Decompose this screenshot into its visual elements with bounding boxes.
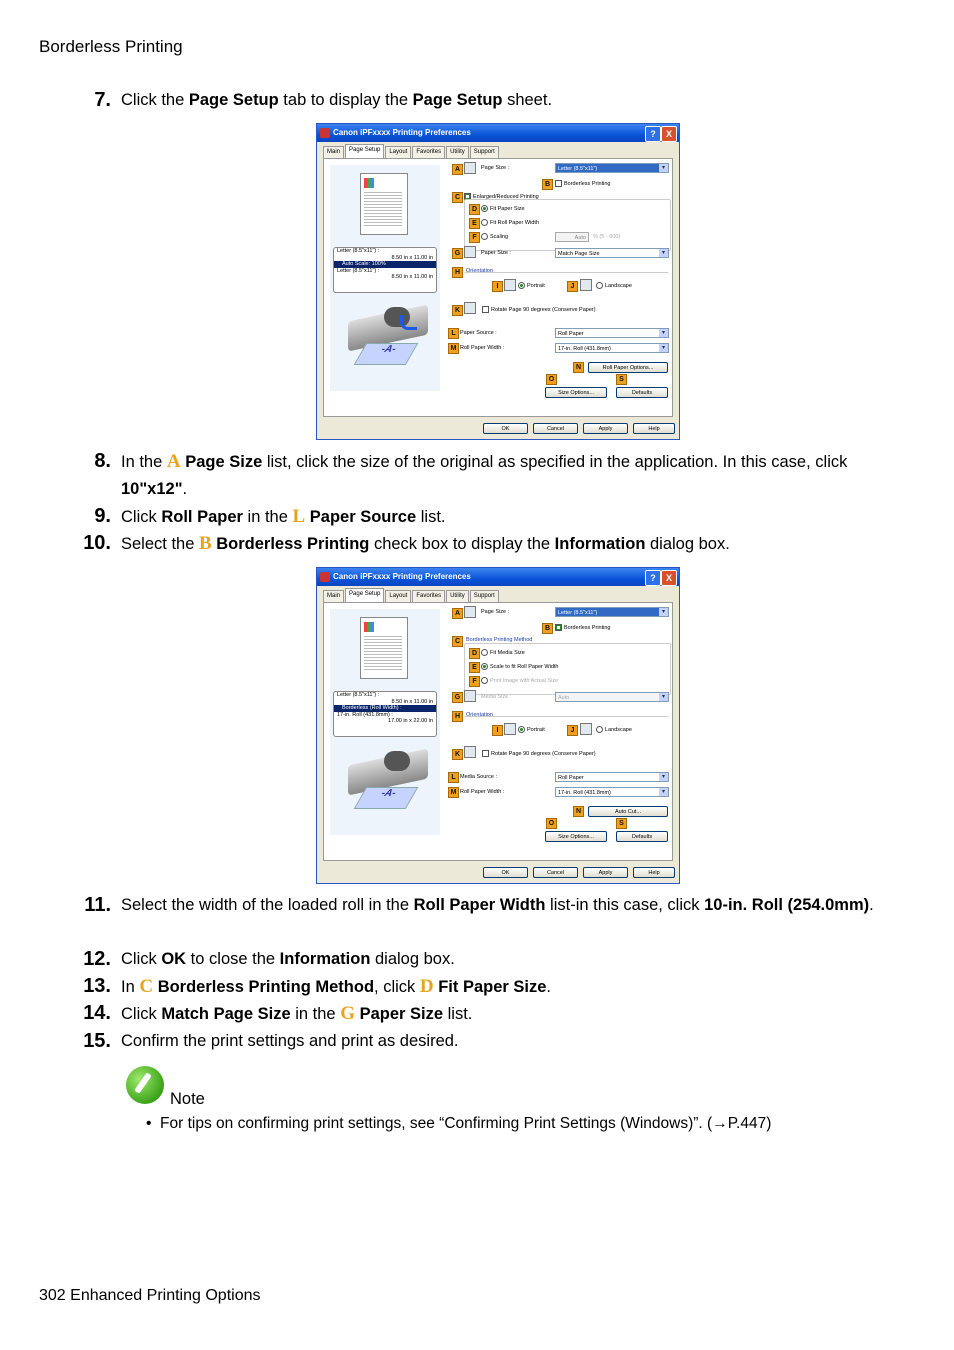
summary-text: Letter (8.5"x11") : [337, 248, 380, 254]
help-button[interactable]: Help [633, 867, 675, 878]
orientation-label: Orientation [466, 712, 493, 718]
label-f: F [469, 232, 480, 243]
label-g: G [452, 692, 463, 703]
label-k: K [452, 305, 463, 316]
text: tab to display the [278, 91, 413, 109]
text: Select the [121, 535, 199, 553]
auto-cut-button[interactable]: Auto Cut... [588, 806, 668, 817]
label-m: M [448, 787, 459, 798]
fit-roll-label: Fit Roll Paper Width [490, 220, 539, 226]
borderless-checkbox[interactable] [555, 180, 610, 188]
page-size-icon [464, 162, 476, 174]
bold-term: Paper Source [309, 508, 417, 526]
step-number: 9. [94, 505, 111, 527]
rotate-checkbox[interactable] [482, 750, 596, 758]
ok-button[interactable]: OK [483, 867, 528, 878]
orientation-label: Orientation [466, 268, 493, 274]
tab-utility[interactable]: Utility [446, 590, 469, 602]
cancel-button[interactable]: Cancel [533, 867, 578, 878]
text: In [121, 978, 140, 996]
note-text: For tips on confirming print settings, see “Confirming Print Settings (Windows)”. (→P.447) [160, 1115, 772, 1132]
step-14 [80, 1000, 880, 1028]
page-setup-panel [323, 602, 673, 861]
step-12 [80, 946, 880, 973]
text: dialog box. [645, 535, 730, 553]
dialog-title: Canon iPFxxxx Printing Preferences [333, 572, 471, 581]
bold-term: Page Size [185, 453, 263, 471]
rotate-checkbox[interactable] [482, 306, 596, 314]
scaling-radio[interactable] [481, 233, 508, 241]
label-o: O [546, 818, 557, 829]
text: list. [416, 508, 446, 526]
text: check box to display the [369, 535, 555, 553]
text: list. [443, 1005, 473, 1023]
label-j: J [567, 725, 578, 736]
label-e: E [469, 662, 480, 673]
label-s: S [616, 374, 627, 385]
page-size-label: Page Size : [481, 165, 510, 171]
rotate-label: Rotate Page 90 degrees (Conserve Paper) [491, 751, 596, 757]
tab-favorites[interactable]: Favorites [412, 146, 445, 158]
tab-layout[interactable]: Layout [385, 590, 411, 602]
tab-main[interactable]: Main [323, 590, 344, 602]
step-number: 15. [83, 1030, 111, 1052]
tab-favorites[interactable]: Favorites [412, 590, 445, 602]
borderless-label: Borderless Printing [564, 625, 611, 631]
label-i: I [492, 725, 503, 736]
rotate-icon [464, 746, 476, 758]
paper-size-label: Paper Size : [481, 250, 511, 256]
label-h: H [452, 711, 463, 722]
label-i: I [492, 281, 503, 292]
label-a: A [452, 164, 463, 175]
bold-term: Roll Paper Width [413, 896, 546, 914]
text: , click [374, 978, 420, 996]
label-n: N [573, 362, 584, 373]
portrait-icon [504, 723, 516, 735]
step-number: 8. [94, 450, 111, 472]
landscape-label: Landscape [605, 727, 632, 733]
landscape-radio[interactable] [596, 282, 632, 290]
callout-letter: L [292, 506, 306, 527]
paper-size-icon [464, 246, 476, 258]
bold-term: 10"x12" [121, 480, 183, 498]
preview-area [330, 165, 440, 391]
printer-icon [320, 128, 330, 138]
output-sheet: -A- [354, 343, 419, 365]
step-15 [80, 1028, 880, 1055]
actual-size-radio[interactable] [481, 677, 558, 685]
label-m: M [448, 343, 459, 354]
title-bar [317, 124, 679, 142]
dialog-title: Canon iPFxxxx Printing Preferences [333, 128, 471, 137]
bold-term: Page Setup [412, 91, 503, 109]
label-n: N [573, 806, 584, 817]
bold-term: Match Page Size [161, 1005, 291, 1023]
label-f: F [469, 676, 480, 687]
running-header: Borderless Printing [39, 37, 183, 56]
page-setup-panel [323, 158, 673, 417]
step-number: 13. [83, 975, 111, 997]
fit-roll-radio[interactable] [481, 219, 539, 227]
roll-width-label: Roll Paper Width : [460, 345, 505, 351]
printer-icon [320, 572, 330, 582]
title-bar [317, 568, 679, 586]
tab-bar [323, 146, 500, 158]
portrait-radio[interactable] [518, 726, 545, 734]
defaults-button[interactable]: Defaults [616, 387, 668, 398]
text: list, click the size of the original as specified in the application. In this case, click [262, 453, 848, 471]
fit-paper-label: Fit Paper Size [490, 206, 525, 212]
fit-media-label: Fit Media Size [490, 650, 525, 656]
media-size-select[interactable]: Auto ▾ [555, 692, 669, 702]
bold-term: Roll Paper [161, 508, 243, 526]
summary-text: 8.50 in x 11.00 in [391, 254, 433, 261]
bold-term: Paper Size [359, 1005, 444, 1023]
scaling-label: Scaling [490, 234, 509, 240]
bold-term: 10-in. Roll (254.0mm) [704, 896, 870, 914]
paper-size-select[interactable]: Match Page Size ▾ [555, 248, 669, 258]
label-e: E [469, 218, 480, 229]
tab-layout[interactable]: Layout [385, 146, 411, 158]
page-size-select[interactable]: Letter (8.5"x11") ▾ [555, 607, 669, 617]
callout-letter: A [166, 451, 181, 472]
callout-letter: D [419, 976, 434, 997]
bold-term: Borderless Printing Method [157, 978, 375, 996]
actual-size-label: Print Image with Actual Size [490, 678, 559, 684]
close-button[interactable]: X [661, 570, 677, 586]
tab-support[interactable]: Support [470, 146, 499, 158]
callout-letter: B [198, 533, 212, 554]
step-number: 7. [94, 89, 111, 111]
fit-paper-radio[interactable] [481, 205, 525, 213]
text: sheet. [502, 91, 553, 109]
portrait-label: Portrait [527, 727, 545, 733]
label-c: C [452, 192, 463, 203]
text: in the [242, 508, 293, 526]
text: . [546, 978, 552, 996]
fit-media-radio[interactable] [481, 649, 525, 657]
label-b: B [542, 179, 553, 190]
step-10 [80, 530, 880, 558]
label-j: J [567, 281, 578, 292]
summary-highlight: Auto Scale: 100% [334, 261, 436, 268]
summary-text: 8.50 in x 11.00 in [391, 274, 433, 280]
media-size-label: Media Size : [481, 694, 512, 700]
scaling-input[interactable]: Auto [555, 232, 589, 242]
cancel-button[interactable]: Cancel [533, 423, 578, 434]
text: Click [121, 1005, 162, 1023]
method-label: Borderless Printing Method [466, 637, 533, 643]
media-source-select[interactable]: Roll Paper ▾ [555, 772, 669, 782]
roll-width-select[interactable]: 17-in. Roll (431.8mm) ▾ [555, 343, 669, 353]
text: . [869, 896, 874, 914]
label-a: A [452, 608, 463, 619]
bold-term: Fit Paper Size [438, 978, 547, 996]
scale-roll-radio[interactable] [481, 663, 558, 671]
label-l: L [448, 772, 459, 783]
label-l: L [448, 328, 459, 339]
portrait-icon [504, 279, 516, 291]
size-options-button[interactable]: Size Options... [545, 387, 607, 398]
note-bullet: • For tips on confirming print settings, see “Confirming Print Settings (Windows)”. (→P.447) [146, 1115, 772, 1132]
text: Click [121, 950, 162, 968]
enlarged-label: Enlarged/Reduced Printing [473, 194, 539, 200]
borderless-label: Borderless Printing [564, 181, 611, 187]
roll-width-select[interactable]: 17-in. Roll (431.8mm) ▾ [555, 787, 669, 797]
borderless-checkbox[interactable] [555, 624, 610, 632]
running-footer: 302 Enhanced Printing Options [39, 1287, 261, 1304]
step-7 [80, 87, 880, 114]
label-o: O [546, 374, 557, 385]
output-sheet: -A- [354, 787, 419, 809]
step-number: 12. [83, 948, 111, 970]
portrait-radio[interactable] [518, 282, 545, 290]
callout-letter: C [139, 976, 154, 997]
rotate-icon [464, 302, 476, 314]
label-g: G [452, 248, 463, 259]
bold-term: Page Setup [188, 91, 279, 109]
summary-text: 17.00 in x 22.00 in [388, 718, 433, 724]
text: Confirm the print settings and print as desired. [121, 1032, 459, 1050]
page-size-select[interactable]: Letter (8.5"x11") ▾ [555, 163, 669, 173]
step-number: 14. [83, 1002, 111, 1024]
summary-highlight: Borderless (Roll Width) : [334, 705, 436, 712]
tab-page-setup[interactable]: Page Setup [345, 588, 384, 602]
summary-text: 17-in. Roll (431.8mm) : [337, 711, 393, 718]
text: . [182, 480, 188, 498]
tab-utility[interactable]: Utility [446, 146, 469, 158]
summary-text: 8.50 in x 11.00 in [391, 698, 433, 705]
help-title-button[interactable]: ? [645, 126, 661, 142]
defaults-button[interactable]: Defaults [616, 831, 668, 842]
text: list-in this case, click [545, 896, 705, 914]
text: dialog box. [370, 950, 455, 968]
landscape-label: Landscape [605, 283, 632, 289]
media-size-icon [464, 690, 476, 702]
landscape-radio[interactable] [596, 726, 632, 734]
rotate-label: Rotate Page 90 degrees (Conserve Paper) [491, 307, 596, 313]
roll-width-label: Roll Paper Width : [460, 789, 505, 795]
bold-term: Information [554, 535, 646, 553]
step-number: 10. [83, 532, 111, 554]
paper-source-label: Paper Source : [460, 330, 497, 336]
landscape-icon [580, 723, 592, 735]
apply-button[interactable]: Apply [583, 867, 628, 878]
text: in the [290, 1005, 341, 1023]
tab-main[interactable]: Main [323, 146, 344, 158]
scale-roll-label: Scale to fit Roll Paper Width [490, 664, 559, 670]
bold-term: Information [279, 950, 371, 968]
feed-arrow-icon [400, 315, 417, 330]
help-button[interactable]: Help [633, 423, 675, 434]
printing-preferences-dialog-1 [316, 123, 680, 440]
portrait-label: Portrait [527, 283, 545, 289]
step-9 [80, 503, 880, 531]
scaling-range: % (5 - 600) [593, 234, 621, 240]
text: In the [121, 453, 167, 471]
printing-preferences-dialog-2 [316, 567, 680, 884]
summary-text: Letter (8.5"x11") : [337, 267, 380, 274]
label-b: B [542, 623, 553, 634]
text: to close the [186, 950, 280, 968]
step-11 [80, 892, 880, 919]
note-title: Note [170, 1090, 205, 1108]
text: Click [121, 508, 162, 526]
label-k: K [452, 749, 463, 760]
callout-letter: G [340, 1003, 355, 1024]
roll-paper-options-button[interactable]: Roll Paper Options... [588, 362, 668, 373]
tab-bar [323, 590, 500, 602]
step-13 [80, 973, 880, 1001]
page-size-label: Page Size : [481, 609, 510, 615]
bold-term: Borderless Printing [216, 535, 370, 553]
settings-summary [333, 247, 437, 293]
printer-illustration [340, 303, 435, 373]
preview-area [330, 609, 440, 835]
summary-text: Letter (8.5"x11") : [337, 692, 380, 698]
text: Click the [121, 91, 189, 109]
close-button[interactable]: X [661, 126, 677, 142]
step-8 [80, 448, 880, 503]
label-c: C [452, 636, 463, 647]
bold-term: OK [161, 950, 187, 968]
page-size-icon [464, 606, 476, 618]
tab-support[interactable]: Support [470, 590, 499, 602]
pencil-check-icon [126, 1066, 164, 1104]
text: Select the width of the loaded roll in the [121, 896, 414, 914]
tab-page-setup[interactable]: Page Setup [345, 144, 384, 158]
settings-summary [333, 691, 437, 737]
label-d: D [469, 648, 480, 659]
label-h: H [452, 267, 463, 278]
paper-source-select[interactable]: Roll Paper ▾ [555, 328, 669, 338]
help-title-button[interactable]: ? [645, 570, 661, 586]
label-s: S [616, 818, 627, 829]
landscape-icon [580, 279, 592, 291]
printer-illustration [340, 747, 435, 817]
page-preview [360, 173, 408, 235]
label-d: D [469, 204, 480, 215]
size-options-button[interactable]: Size Options... [545, 831, 607, 842]
media-source-label: Media Source : [460, 774, 497, 780]
step-number: 11. [84, 894, 111, 916]
ok-button[interactable]: OK [483, 423, 528, 434]
page-preview [360, 617, 408, 679]
apply-button[interactable]: Apply [583, 423, 628, 434]
